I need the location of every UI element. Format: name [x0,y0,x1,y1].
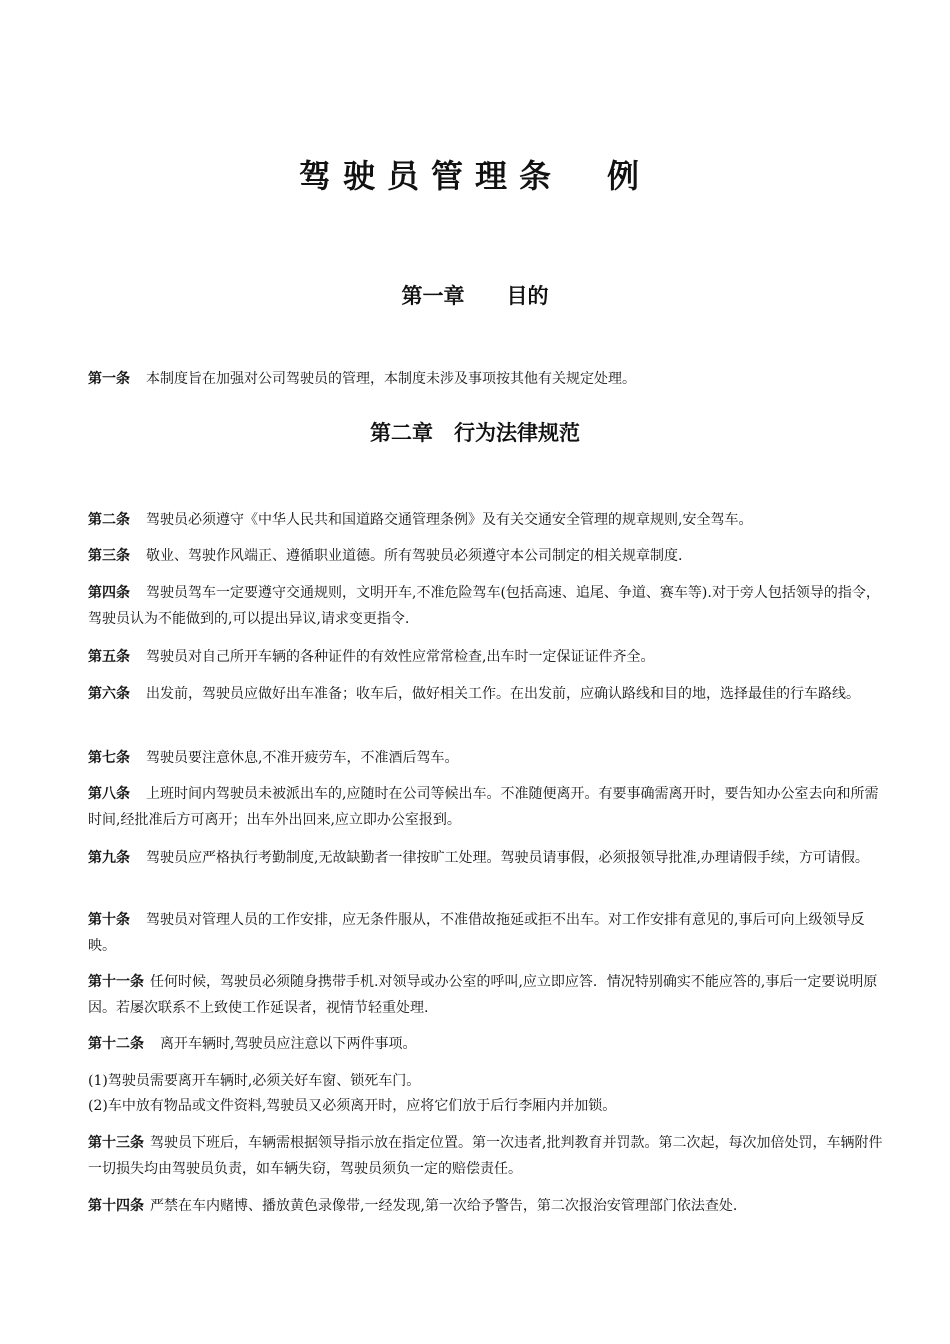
article-text: 驾驶员对管理人员的工作安排，应无条件服从，不准借故拖延或拒不出车。对工作安排有意见的,事后可向上级领导反映。 [88,912,865,954]
article-text: 敬业、驾驶作风端正、遵循职业道德。所有驾驶员必须遵守本公司制定的相关规章制度. [146,548,683,564]
article [88,1031,888,1057]
article-text: 本制度旨在加强对公司驾驶员的管理，本制度未涉及事项按其他有关规定处理。 [146,371,636,387]
article-text: 驾驶员必须遵守《中华人民共和国道路交通管理条例》及有关交通安全管理的规章规则,安全驾车。 [146,512,753,528]
article-label: 第九条 [88,850,130,866]
article-label: 第十二条 [88,1036,144,1052]
article [88,681,888,707]
article [88,543,888,569]
article-label: 第十三条 [88,1135,144,1151]
article-text: 出发前，驾驶员应做好出车准备；收车后，做好相关工作。在出发前，应确认路线和目的地，选择最佳的行车路线。 [146,686,860,702]
article-text: 驾驶员应严格执行考勤制度,无故缺勤者一律按旷工处理。驾驶员请事假，必须报领导批准,办理请假手续，方可请假。 [146,850,869,866]
chapter-heading: 第二章 行为法律规范 [370,420,580,445]
article [88,781,888,833]
article [88,745,888,771]
article [88,507,888,533]
article-label: 第六条 [88,686,130,702]
document-title: 驾驶员管理条 例 [298,157,651,195]
article [88,366,888,392]
article-label: 第八条 [88,786,130,802]
article-label: 第四条 [88,585,130,601]
article [88,1130,888,1182]
article-label: 第二条 [88,512,130,528]
article-text: 任何时候，驾驶员必须随身携带手机.对领导或办公室的呼叫,应立即应答．情况特别确实不能应答的,事后一定要说明原因。若屡次联系不上致使工作延误者，视情节轻重处理. [88,974,878,1016]
article-label: 第五条 [88,649,130,665]
article-text: 严禁在车内赌博、播放黄色录像带,一经发现,第一次给予警告，第二次报治安管理部门依法查处. [150,1198,738,1214]
article-label: 第十四条 [88,1198,144,1214]
article [88,1193,888,1219]
article-label: 第十条 [88,912,130,928]
article [88,845,888,871]
article-text: 驾驶员对自己所开车辆的各种证件的有效性应常常检查,出车时一定保证证件齐全。 [146,649,655,665]
article-text: 驾驶员驾车一定要遵守交通规则，文明开车,不准危险驾车(包括高速、追尾、争道、赛车等).对于旁人包括领导的指令，驾驶员认为不能做到的,可以提出异议,请求变更指令. [88,585,880,627]
chapter-heading: 第一章 目的 [401,283,549,308]
list-item: (1)驾驶员需要离开车辆时,必须关好车窗、锁死车门。 [88,1073,421,1089]
article-text: 驾驶员下班后，车辆需根据领导指示放在指定位置。第一次违者,批判教育并罚款。第二次起，每次加倍处罚，车辆附件一切损失均由驾驶员负责，如车辆失窃，驾驶员须负一定的赔偿责任。 [88,1135,883,1177]
article-text: 驾驶员要注意休息,不准开疲劳车，不准酒后驾车。 [146,750,459,766]
list-item: (2)车中放有物品或文件资料,驾驶员又必须离开时，应将它们放于后行李厢内并加锁。 [88,1098,617,1114]
article [88,907,888,959]
article-label: 第十一条 [88,974,144,990]
article [88,580,888,632]
article-label: 第七条 [88,750,130,766]
article-label: 第一条 [88,371,130,387]
article [88,969,888,1021]
article [88,644,888,670]
article-label: 第三条 [88,548,130,564]
article-text: 上班时间内驾驶员未被派出车的,应随时在公司等候出车。不准随便离开。有要事确需离开时，要告知办公室去向和所需时间,经批准后方可离开；出车外出回来,应立即办公室报到。 [88,786,879,828]
article-text: 离开车辆时,驾驶员应注意以下两件事项。 [160,1036,417,1052]
